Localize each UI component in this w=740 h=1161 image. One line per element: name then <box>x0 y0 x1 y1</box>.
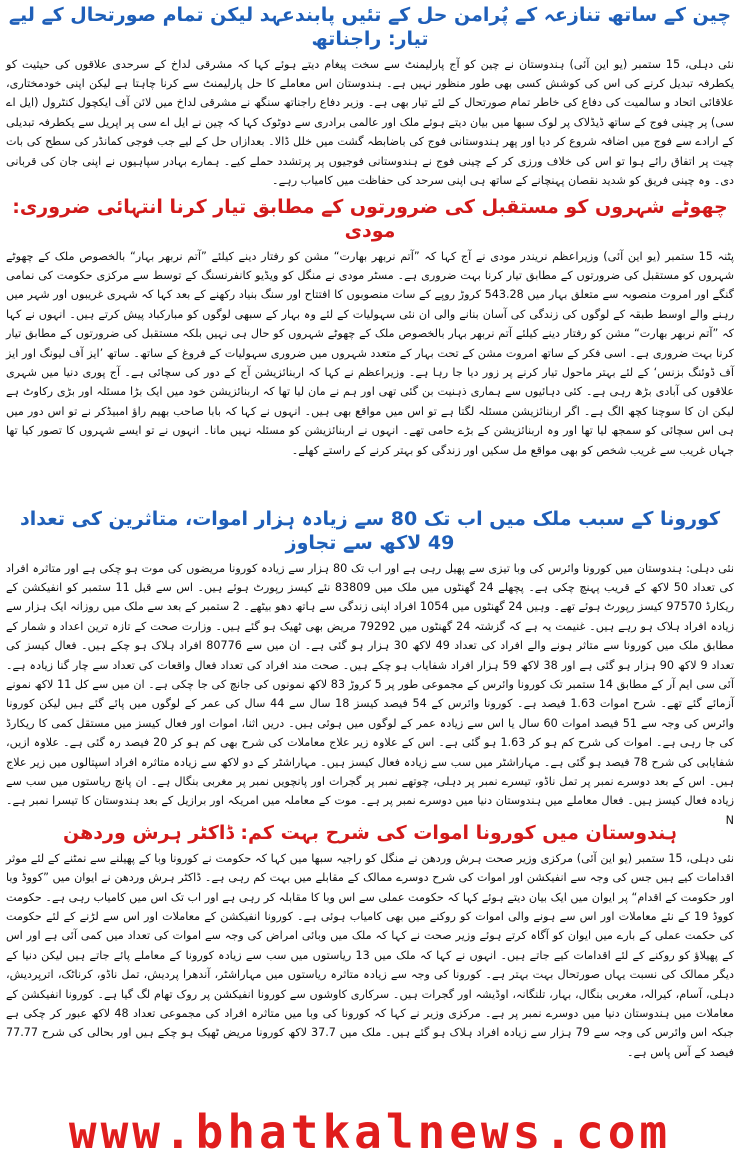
article-body-rajnath: نئی دہلی، 15 ستمبر (یو این آئی) ہندوستان نے چین کو آج پارلیمنٹ سے سخت پیغام دیتے ہوئے کہا کہ مشرقی لداخ کے سرحدی علاقوں کی حیثیت کو یکطرفہ تبدیل کرنے کی اس کی کوشش کسی بھی طور منظور نہیں ہے۔ ہندوستان اس معاملے کا حل پارلیمنٹ سے کرنا چاہتا ہے لیکن اپنی خودمختاری، علاقائی اتحاد و سالمیت کی دفاع کی خاطر تمام صورتحال کے لئے تیار بھی ہے۔ وزیر دفاع راجناتھ سنگھ نے مشرقی لداخ میں لائن آف ایکچول کنٹرول (ایل اے سی) پر چینی فوج کے ساتھ ڈیڈلاک پر لوک سبھا میں بیان دیتے ہوئے ملک اور عالمی برادری سے دوٹوک کہا کہ چین نے ایل اے سی پر اپریل سے یکطرفہ تبدیلی کے ارادے سے فوج میں اضافہ شروع کر دیا اور پھر ہندوستانی فوج کی باضابطہ گشت میں خلل ڈالا۔ بعدازاں حل کے لیے جب فوجی کمانڈر کی سطح کی بات چیت پر اتفاق رائے ہوا تو اس کی خلاف ورزی کر کے چینی فوج نے ہندوستانی فوجیوں پر پرتشدد حملے کیے۔ ہمارے بہادر سپاہیوں نے اپنی جان کی قربانی دی۔ وہ چینی فریق کو شدید نقصان پہنچانے کے ساتھ ہی اپنی سرحد کی حفاظت میں کامیاب رہے۔ <box>6 57 734 187</box>
article-harsh-vardhan <box>6 822 734 1108</box>
headline-modi: چھوٹے شہروں کو مستقبل کی ضرورتوں کے مطابق تیار کرنا انتہائی ضروری: مودی <box>12 196 728 242</box>
headline-rajnath: چین کے ساتھ تنازعہ کے پُرامن حل کے تئیں پابندعہد لیکن تمام صورتحال کے لیے تیار: راجناتھ <box>8 4 732 50</box>
site-footer <box>0 1105 740 1159</box>
article-body-corona-deaths: نئی دہلی: ہندوستان میں کورونا وائرس کی وبا تیزی سے پھیل رہی ہے اور اب تک 80 ہزار سے زیادہ کورونا مریضوں کی موت ہو چکی ہے اور متاثرہ افراد کی تعداد 50 لاکھ کے قریب پہنچ چکی ہے۔ پچھلے 24 گھنٹوں میں ملک میں 83809 نئے کیسز رپورٹ ہوئے ہیں۔ اس سے قبل 11 ستمبر کو انفیکشن کے ریکارڈ 97570 کیسز رپورٹ ہوئے تھے۔ وہیں 24 گھنٹوں میں 1054 افراد اپنی زندگی سے ہاتھ دھو بیٹھے۔ 2 ستمبر کے بعد سے ملک میں روزانہ ایک ہزار سے زیادہ افراد ہلاک ہو رہے ہیں۔ غنیمت یہ ہے کہ گزشتہ 24 گھنٹوں میں 79292 مریض بھی ٹھیک ہو گئے ہیں۔ وزارت صحت کے تازہ ترین اعداد و شمار کے مطابق ملک میں کورونا سے متاثر ہونے والے افراد کی تعداد 49 لاکھ 30 ہزار ہو گئی ہے۔ ان میں سے 80776 افراد ہلاک ہو چکے ہیں۔ فعال کیسز کی تعداد 9 لاکھ 90 ہزار ہو گئی ہے اور 38 لاکھ 59 ہزار افراد شفایاب ہو چکے ہیں۔ صحت مند افراد کی تعداد فعال واقعات کی تعداد سے چار گنا زیادہ ہے۔ آئی سی ایم آر کے مطابق 14 ستمبر تک کورونا وائرس کے مجموعی طور پر 5 کروڑ 83 لاکھ نمونوں کی جانچ کی جا چکی ہے۔ ان میں سے کل 11 لاکھ نمونے آزمائے گئے تھے۔ شرح اموات 1.63 فیصد ہے۔ کورونا وائرس کے 54 فیصد کیسز 18 سال سے 44 سال کی عمر کے لوگوں میں پائے گئے ہیں لیکن کورونا وائرس کی وجہ سے 51 فیصد اموات 60 سال یا اس سے زیادہ عمر کے لوگوں میں ہوئی ہیں۔ دریں اثنا، اموات اور فعال کیسز میں مستقل کمی کا ریکارڈ کی جا رہی ہے۔ اموات کی شرح کم ہو کر 1.63 ہو گئی ہے۔ اس کے علاوہ زیر علاج معاملات کی شرح بھی کم ہو کر 20 فیصد رہ گئی ہے۔ علاوہ ازیں، شفایابی کی شرح 78 فیصد ہو گئی ہے۔ مہاراشٹر میں سب سے زیادہ فعال کیسز ہیں۔ مہاراشٹر کے دو لاکھ سے زیادہ متاثرہ افراد اسپتالوں میں زیر علاج ہیں۔ اس کے بعد دوسرے نمبر پر تمل ناڈو، تیسرے نمبر پر دہلی، چوتھے نمبر پر گجرات اور پانچویں نمبر پر مغربی بنگال ہے۔ ان پانچ ریاستوں میں سب سے زیادہ فعال کیسز ہیں۔ فعال معاملے میں ہندوستان دنیا میں دوسرے نمبر پر ہے۔ موت کے معاملہ میں امریکہ اور برازیل کے بعد ہندوستان کا تیسرا نمبر ہے۔ N <box>6 561 735 827</box>
site-url[interactable]: www.bhatkalnews.com <box>68 1105 672 1159</box>
article-modi <box>6 196 734 502</box>
headline-harsh-vardhan: ہندوستان میں کورونا اموات کی شرح بہت کم: ڈاکٹر ہرش وردھن <box>63 822 677 844</box>
article-body-modi: پٹنہ 15 ستمبر (یو این آئی) وزیراعظم نریندر مودی نے آج کہا کہ ”آتم نربھر بھارت“ مشن کو رفتار دینے کیلئے ”آتم نربھر بہار“ بالخصوص ملک کے چھوٹے شہروں کو مستقبل کی ضرورتوں کے مطابق تیار کرنا بہت ضروری ہے۔ مسٹر مودی نے منگل کو ویڈیو کانفرنسنگ کے توسط سے مرکزی حکومت کی نمامی گنگے اور امروت منصوبہ سے متعلق بہار میں 543.28 کروڑ روپے کے سات منصوبوں کا افتتاح اور سنگ بنیاد رکھنے کے بعد کہا کہ شہری غریبوں اور شہر میں رہنے والے اوسط طبقہ کے لوگوں کی زندگی کی آسان بنانے والی ان نئی سہولیات کے لئے وہ بہار کے سبھی لوگوں کو مبارکباد پیش کرتے ہیں۔ انہوں نے کہا کہ ”آتم نربھر بھارت“ مشن کو رفتار دینے کیلئے آتم نربھر بہار بالخصوص ملک کے چھوٹے شہروں کو حال ہی نہیں بلکہ مستقبل کی ضرورتوں کے مطابق تیار کرنا بہت ضروری ہے۔ اسی فکر کے ساتھ امروت مشن کے تحت بہار کے متعدد شہروں میں ضروری سہولیات کے فروغ کے ساتھ۔ ساتھ ’ایز آف لیونگ اور ایز آف ڈوئنگ بزنس‘ کے لئے بہتر ماحول تیار کرنے پر زور دیا جا رہا ہے۔ وزیراعظم نے کہا کہ اربنائزیشن آج کے دور کی سچائی ہے۔ آج پوری دنیا میں شہری علاقوں کی آبادی بڑھ رہی ہے۔ کئی دہائیوں سے ہماری ذہنیت بن گئی تھی اور ہم نے مان لیا تھا کہ اربنائزیشن خود میں ایک بڑا مسئلہ اور بڑی رکاوٹ ہے لیکن ان کا سوچنا کچھ الگ ہے۔ اگر اربنائزیشن مسئلہ لگتا ہے تو اس میں مواقع بھی ہیں۔ انہوں نے کہا کہ بابا صاحب بھیم راؤ امبیڈکر نے تو اس دور میں ہی اس سچائی کو سمجھ لیا تھا اور وہ اربنائزیشن کے بڑے حامی تھے۔ انہوں نے اربنائزیشن کو مسئلہ نہیں مانا۔ انہوں نے تو ایسے شہروں کا تصور کیا تھا جہاں غریب سے غریب شخص کو بھی مواقع مل سکیں اور زندگی کو بہتر کرنے کے راستے کھلے۔ <box>6 249 735 457</box>
article-corona-deaths <box>6 508 735 827</box>
article-rajnath <box>6 4 734 190</box>
headline-corona-deaths: کورونا کے سبب ملک میں اب تک 80 سے زیادہ ہزار اموات، متاثرین کی تعداد 49 لاکھ سے تجاوز <box>19 508 721 554</box>
article-body-harsh-vardhan: نئی دہلی، 15 ستمبر (یو این آئی) مرکزی وزیر صحت ہرش وردھن نے منگل کو راجیہ سبھا میں کہا کہ حکومت نے کورونا وبا کے پھیلنے سے نمٹنے کے لئے موثر اقدامات کیے ہیں جس کی وجہ سے انفیکشن اور اموات کی شرح دوسرے ممالک کے مقابلے میں بہت کم رہی ہے۔ ڈاکٹر ہرش وردھن نے ایوان میں ”کووڈ وبا اور حکومت کے اقدام“ پر ایوان میں ایک بیان دیتے ہوئے کہا کہ حکومت عملی سے اس وبا کا مقابلہ کر رہی ہے اور اب تک اس میں کامیاب رہی ہے۔ حکومت کووڈ 19 کے نئے معاملات اور اس سے ہونے والی اموات کو روکنے میں بھی کامیاب ہوئی ہے۔ کورونا انفیکشن کے معاملات اور اس سے لڑنے کے لئے حکومت کی حکمت عملی کے بارے میں ایوان کو آگاہ کرتے ہوئے وزیر صحت نے کہا کہ ملک میں وبائی امراض کی وجہ سے اموات کی تعداد میں کمی آئی ہے اور اس کے پھیلاؤ کو روکنے کے لئے اقدامات کیے جاتے ہیں۔ انہوں نے کہا کہ ملک میں 13 ریاستوں میں سب سے زیادہ کورونا کے معاملے پائے جاتے ہیں لیکن دنیا کے دیگر ممالک کی نسبت یہاں صورتحال بہت بہتر ہے۔ کورونا کی وجہ سے زیادہ متاثرہ ریاستوں میں مہاراشٹر، آندھرا پردیش، تمل ناڈو، کرناٹک، اترپردیش، دہلی، آسام، کیرالہ، مغربی بنگال، بہار، تلنگانہ، اوڈیشہ اور گجرات ہیں۔ سرکاری کاوشوں سے کورونا انفیکشن پر روک تھام لگ گیا ہے۔ کورونا انفیکشن کے معاملات میں ہندوستان دنیا میں دوسرے نمبر پر ہے۔ مرکزی وزیر نے کہا کہ کورونا کی وبا میں متاثرہ افراد کی مجموعی تعداد 48 لاکھ عبور کر چکی ہے جبکہ اس وائرس کی وجہ سے 79 ہزار سے زیادہ افراد ہلاک ہو گئے ہیں۔ ملک میں 37.7 لاکھ کورونا مریض ٹھیک ہو چکے ہیں اور بحالی کی شرح 77.77 فیصد کے آس پاس ہے۔ <box>6 851 734 1059</box>
